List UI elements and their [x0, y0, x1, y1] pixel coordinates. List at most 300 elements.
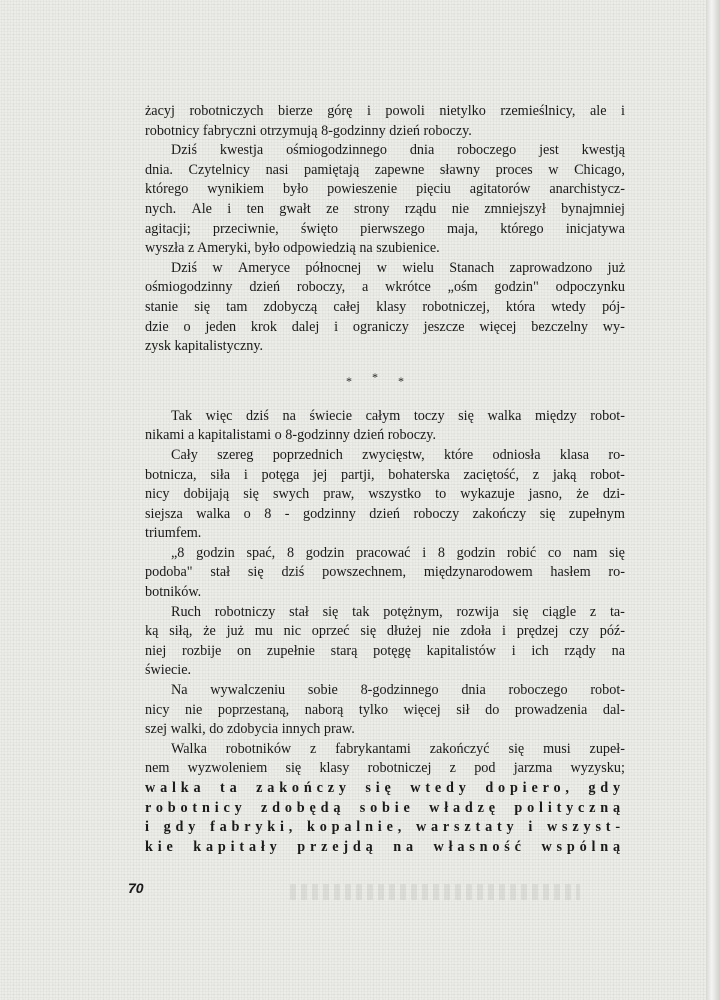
word: praw, — [323, 486, 355, 503]
word: kopalnie, — [307, 819, 407, 836]
word: Dziś — [171, 142, 198, 159]
word: która — [505, 298, 536, 315]
word: jeszcze — [423, 318, 465, 335]
word: kapitalistów — [426, 642, 497, 659]
word: szereg — [217, 446, 254, 463]
text-line: świecie. — [145, 662, 192, 679]
word: i — [227, 200, 232, 217]
word: anarchistycz- — [549, 181, 625, 198]
section-separator — [145, 357, 625, 407]
word: stanie — [145, 298, 179, 315]
text-line — [145, 603, 625, 623]
word: stał — [210, 564, 231, 581]
word: 8 — [437, 544, 445, 561]
word: nych. — [145, 200, 177, 217]
word: Dziś — [171, 259, 198, 276]
word: dalej — [291, 318, 320, 335]
text-line — [145, 161, 625, 181]
word: godzin — [456, 544, 496, 561]
word: rozwija — [456, 603, 499, 620]
word: nem — [145, 760, 170, 777]
word: podoba" — [145, 564, 193, 581]
word: walka — [145, 780, 206, 796]
text-line — [145, 466, 625, 486]
word: dzień — [249, 279, 281, 296]
word: agitatorów — [469, 181, 531, 198]
text-line: zysk kapitalistyczny. — [145, 338, 264, 355]
word: zakończyć — [429, 740, 490, 757]
word: całej — [333, 298, 361, 315]
paragraph — [145, 141, 625, 259]
word: godzin" — [494, 279, 539, 296]
word: póź- — [599, 623, 625, 640]
word: dzień — [369, 505, 400, 522]
word: wykazuje — [460, 486, 515, 503]
word: na — [611, 642, 625, 659]
word: pierwszego — [360, 220, 425, 237]
text-line: robotnicy fabryczni otrzymują 8-godzinny dzień roboczy. — [145, 122, 472, 139]
word: które — [443, 446, 474, 463]
text-line — [145, 485, 625, 505]
word: Ruch — [171, 603, 201, 620]
word: nicy — [145, 486, 170, 503]
word: zdoła — [460, 623, 492, 640]
word: nie — [184, 701, 203, 718]
word: w — [212, 259, 223, 276]
word: ośmiogodzinny — [145, 279, 233, 296]
word: rozbije — [181, 642, 222, 659]
paragraph — [145, 259, 625, 357]
word: proces — [495, 161, 533, 178]
text-line — [145, 759, 625, 779]
text-line — [145, 102, 625, 122]
word: siłą, — [169, 623, 193, 640]
word: zupeł- — [589, 740, 625, 757]
word: potęgę — [373, 642, 411, 659]
word: rządu — [404, 200, 437, 217]
word: potęga — [261, 466, 300, 483]
word: dzi- — [602, 486, 625, 503]
word: przejdą — [297, 838, 378, 855]
word: „8 — [171, 544, 185, 561]
word: prędzej — [516, 623, 559, 640]
word: zupełnie — [266, 642, 315, 659]
word: 8 — [286, 544, 295, 561]
word: kwestja — [219, 142, 264, 159]
word: ze — [326, 200, 339, 217]
word: powszechnem, — [322, 564, 407, 581]
word: żacyj — [145, 103, 175, 119]
word: agitacji; — [145, 220, 191, 237]
word: nic — [283, 623, 301, 640]
word: krok — [250, 318, 277, 335]
word: rządy — [564, 642, 596, 659]
word: siła — [210, 466, 231, 483]
word: z — [310, 740, 317, 757]
word: i — [145, 819, 154, 836]
paragraph — [145, 102, 625, 141]
word: hasłem — [550, 564, 591, 581]
word: się — [609, 544, 625, 561]
word: ich — [531, 642, 549, 659]
word: roboczy — [413, 505, 460, 522]
word: wtedy — [410, 780, 471, 796]
word: zmniejszył — [484, 200, 546, 217]
word: się — [322, 603, 339, 620]
word: się — [512, 603, 529, 620]
word: niej — [145, 642, 167, 659]
text-line — [145, 318, 625, 338]
word: robotników — [225, 740, 292, 757]
word: odniosła — [492, 446, 541, 463]
word: wtedy — [551, 298, 586, 315]
word: rzemieślnicy, — [500, 103, 576, 119]
word: roboczego — [457, 142, 517, 159]
word: spać, — [246, 544, 276, 561]
word: tak — [352, 603, 370, 620]
word: ograniczy — [352, 318, 409, 335]
word: prowadzenia — [514, 701, 588, 718]
word: więcej — [479, 318, 517, 335]
word: przeciwnie, — [212, 220, 279, 237]
paragraph — [145, 407, 625, 446]
word: o — [183, 318, 191, 335]
paragraph — [145, 446, 625, 544]
word: klasy — [319, 760, 350, 777]
word: z — [532, 466, 540, 483]
text-line — [145, 642, 625, 662]
text-line — [145, 681, 625, 701]
word: czy — [569, 623, 589, 640]
separator-asterisk: * — [398, 373, 404, 388]
text-line — [145, 740, 625, 760]
word: własność — [433, 838, 526, 855]
word: nasi — [265, 161, 289, 178]
word: odpoczynku — [555, 279, 625, 296]
word: Ameryce — [238, 259, 291, 276]
word: nie — [432, 623, 450, 640]
word: inicjatywa — [565, 220, 625, 237]
word: wkrótce — [385, 279, 431, 296]
word: Tak — [171, 407, 193, 424]
word: dobijają — [183, 486, 230, 503]
word: „ośm — [447, 279, 478, 296]
emphasized-line — [145, 838, 625, 858]
word: się — [247, 564, 264, 581]
word: Czytelnicy — [188, 161, 251, 178]
word: jeden — [205, 318, 237, 335]
word: mu — [254, 623, 273, 640]
word: wszyst- — [546, 819, 625, 836]
word: że — [576, 486, 589, 503]
text-line — [145, 220, 625, 240]
word: wyzysku; — [570, 760, 625, 777]
word: dal- — [602, 701, 625, 718]
word: ośmiogodzinnego — [286, 142, 387, 159]
word: robot- — [590, 466, 625, 483]
word: ta- — [609, 603, 625, 620]
word: poprzestaną, — [217, 701, 290, 718]
word: wynikiem — [207, 181, 265, 198]
text-line: triumfem. — [145, 525, 202, 542]
text-line — [145, 446, 625, 466]
word: sobie — [307, 682, 338, 699]
word: sił — [456, 701, 470, 718]
word: nietylko — [439, 103, 486, 119]
text-line: botników. — [145, 584, 202, 601]
emphasized-line — [145, 818, 625, 838]
word: maja, — [446, 220, 479, 237]
text-line — [145, 622, 625, 642]
word: się — [539, 505, 556, 522]
word: pój- — [602, 298, 625, 315]
word: potężnym, — [383, 603, 443, 620]
word: gdy — [163, 819, 201, 836]
word: a — [362, 279, 369, 296]
word: dziś — [246, 407, 269, 424]
word: i — [422, 544, 427, 561]
word: zakończy — [472, 505, 527, 522]
word: zaprowadzono — [509, 259, 593, 276]
word: zapewne — [374, 161, 425, 178]
word: więcej — [403, 701, 441, 718]
word: górę — [327, 103, 353, 119]
word: na — [393, 838, 418, 855]
word: robotniczej — [367, 760, 432, 777]
word: się — [508, 740, 525, 757]
word: sławny — [439, 161, 481, 178]
word: którego — [145, 181, 189, 198]
word: dłużej — [386, 623, 422, 640]
word: w — [548, 161, 559, 178]
word: o — [243, 505, 251, 522]
word: 8-godzinnego — [360, 682, 439, 699]
word: Walka — [171, 740, 207, 757]
word: Chicago, — [574, 161, 625, 178]
word: pod — [474, 760, 496, 777]
paragraph — [145, 544, 625, 603]
separator-asterisk: * — [346, 373, 352, 388]
text-line: nikami a kapitalistami o 8-godzinny dzień roboczy. — [145, 427, 437, 444]
paragraph — [145, 603, 625, 681]
word: swych — [273, 486, 310, 503]
word: Stanach — [449, 259, 495, 276]
paragraph — [145, 740, 625, 858]
text-line — [145, 701, 625, 721]
word: zwycięstw, — [362, 446, 425, 463]
word: się — [360, 623, 377, 640]
word: ale — [589, 103, 607, 119]
word: ro- — [608, 564, 625, 581]
word: fabryki, — [210, 819, 298, 836]
word: nicy — [145, 701, 170, 718]
word: jest — [539, 142, 559, 159]
word: zaciętość, — [463, 466, 520, 483]
word: stał — [289, 603, 309, 620]
word: kapitały — [193, 838, 282, 855]
word: wywalczeniu — [210, 682, 286, 699]
word: ten — [246, 200, 264, 217]
word: - — [284, 505, 290, 522]
word: robotniczy — [214, 603, 276, 620]
word: poprzednich — [272, 446, 343, 463]
word: zdobyczą — [263, 298, 318, 315]
word: sobie — [359, 799, 415, 816]
word: wspólną — [541, 838, 625, 855]
text-line — [145, 544, 625, 564]
text-line — [145, 180, 625, 200]
word: zakończy — [256, 780, 351, 796]
page-number: 70 — [128, 880, 144, 896]
word: do — [485, 701, 500, 718]
word: jarzma — [513, 760, 553, 777]
separator-asterisk: * — [372, 369, 378, 384]
word: godzinny — [302, 505, 356, 522]
word: gdy — [588, 780, 625, 796]
word: się — [365, 780, 396, 796]
word: było — [282, 181, 309, 198]
word: na — [282, 407, 296, 424]
word: jaką — [552, 466, 577, 483]
word: oprzeć — [311, 623, 350, 640]
word: ro- — [608, 446, 625, 463]
text-line — [145, 407, 625, 427]
word: powoli — [385, 103, 425, 119]
word: klasy — [376, 298, 407, 315]
bleed-through-text — [290, 884, 580, 900]
page-edge — [706, 0, 720, 1000]
word: kie — [145, 838, 178, 855]
word: 8 — [264, 505, 272, 522]
word: północnej — [305, 259, 362, 276]
page-text — [145, 102, 625, 857]
word: partji, — [341, 466, 375, 483]
word: władzę — [429, 799, 500, 816]
word: święto — [300, 220, 338, 237]
word: dziś — [281, 564, 305, 581]
word: że — [203, 623, 216, 640]
word: i — [528, 819, 538, 836]
word: się — [194, 298, 211, 315]
word: botnicza, — [145, 466, 197, 483]
text-line — [145, 141, 625, 161]
word: co — [547, 544, 562, 561]
text-line: szej walki, do zdobycia innych praw. — [145, 721, 355, 738]
word: dnia — [409, 142, 435, 159]
text-line: wyszła z Ameryki, było odpowiedzią na szubienice. — [145, 240, 440, 257]
word: robić — [507, 544, 537, 561]
word: nie — [451, 200, 470, 217]
word: musi — [543, 740, 571, 757]
word: roboczy, — [296, 279, 346, 296]
word: się — [458, 407, 474, 424]
word: klasa — [559, 446, 590, 463]
word: tam — [226, 298, 248, 315]
word: już — [607, 259, 625, 276]
word: siejsza — [145, 505, 183, 522]
word: międzynarodowem — [423, 564, 533, 581]
word: wyzwoleniem — [187, 760, 268, 777]
word: dnia — [461, 682, 486, 699]
word: się — [243, 486, 259, 503]
word: godzin — [196, 544, 235, 561]
word: nam — [573, 544, 598, 561]
word: między — [534, 407, 577, 424]
word: całym — [365, 407, 401, 424]
word: Na — [171, 682, 188, 699]
emphasized-line — [145, 779, 625, 799]
word: pięciu — [416, 181, 451, 198]
word: wielu — [402, 259, 434, 276]
word: wy- — [602, 318, 625, 335]
word: dzie — [145, 318, 169, 335]
word: dopiero, — [485, 780, 574, 796]
word: i — [621, 103, 625, 119]
word: ciągle — [542, 603, 577, 620]
word: i — [502, 623, 506, 640]
word: zdobędą — [261, 799, 346, 816]
word: robot- — [590, 682, 625, 699]
word: pracować — [356, 544, 411, 561]
text-line — [145, 563, 625, 583]
word: tylko — [358, 701, 389, 718]
word: Cały — [171, 446, 198, 463]
word: zupełnym — [568, 505, 625, 522]
word: z — [449, 760, 456, 777]
word: naborą — [304, 701, 344, 718]
word: i — [366, 103, 371, 119]
word: to — [435, 486, 447, 503]
word: powieszenie — [327, 181, 398, 198]
word: robotniczych — [189, 103, 264, 119]
word: gwałt — [279, 200, 311, 217]
word: świecie — [309, 407, 352, 424]
word: robot- — [590, 407, 625, 424]
word: i — [511, 642, 516, 659]
word: pamiętają — [304, 161, 360, 178]
word: Ale — [191, 200, 212, 217]
word: robotniczej, — [422, 298, 490, 315]
word: wszystko — [368, 486, 422, 503]
word: dnia. — [145, 161, 173, 178]
word: więc — [205, 407, 233, 424]
word: i — [334, 318, 339, 335]
word: się — [285, 760, 302, 777]
word: kwestją — [581, 142, 625, 159]
word: bezczelny — [531, 318, 588, 335]
word: i — [243, 466, 248, 483]
word: strony — [354, 200, 390, 217]
word: robotnicy — [145, 799, 247, 816]
text-line — [145, 259, 625, 279]
word: starą — [330, 642, 358, 659]
word: bierze — [278, 103, 313, 119]
emphasized-line — [145, 799, 625, 819]
word: jasno, — [528, 486, 563, 503]
word: ta — [220, 780, 242, 796]
word: w — [376, 259, 387, 276]
word: walka — [487, 407, 522, 424]
word: którego — [500, 220, 544, 237]
word: bynajmniej — [561, 200, 625, 217]
word: ką — [145, 623, 159, 640]
word: z — [589, 603, 597, 620]
text-line — [145, 278, 625, 298]
text-line — [145, 200, 625, 220]
word: on — [237, 642, 252, 659]
word: warsztaty — [415, 819, 519, 836]
paragraph — [145, 681, 625, 740]
